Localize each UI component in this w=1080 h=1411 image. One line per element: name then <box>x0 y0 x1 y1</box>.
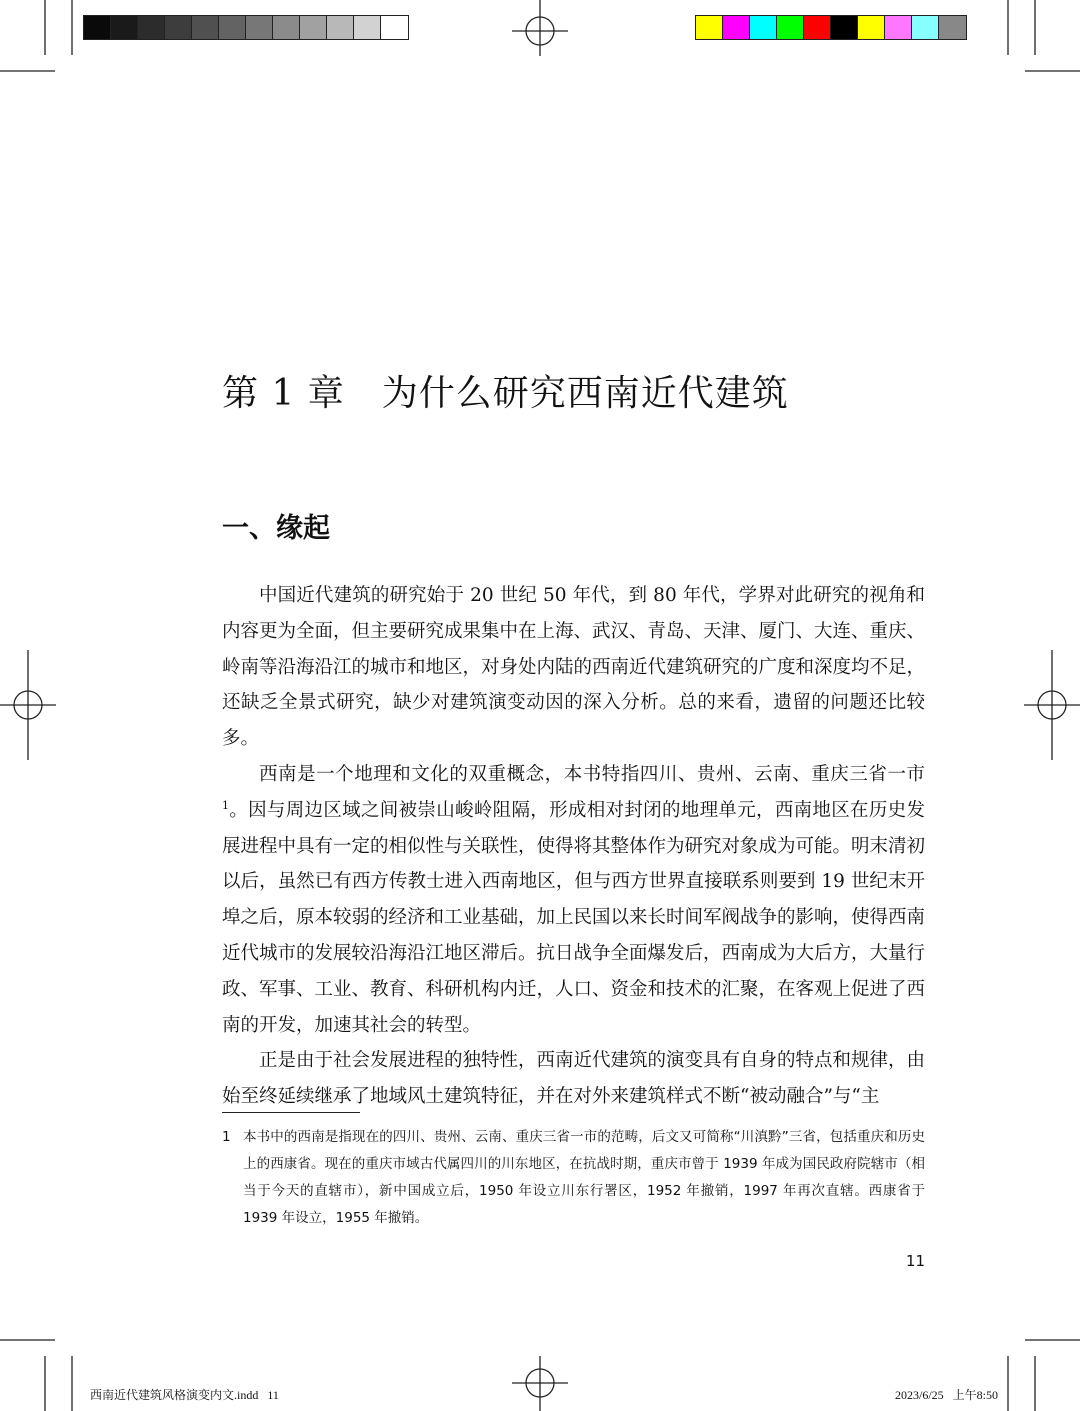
color-swatch <box>111 16 138 39</box>
color-swatch <box>939 16 966 39</box>
grayscale-color-bar <box>83 15 409 40</box>
color-swatch <box>912 16 939 39</box>
paragraph-2 <box>222 757 925 1043</box>
color-swatch <box>885 16 912 39</box>
slug-datetime: 2023/6/25 上午8:50 <box>894 1388 998 1402</box>
paragraph-2-start: 西南是一个地理和文化的双重概念，本书特指四川、贵州、云南、重庆三省一市 <box>259 763 925 785</box>
slug-filename: 西南近代建筑风格演变内文.indd 11 <box>90 1388 279 1402</box>
color-swatch <box>777 16 804 39</box>
paragraph-2-rest: 。因与周边区域之间被崇山峻岭阻隔，形成相对封闭的地理单元，西南地区在历史发展进程中具有一定的相似性与关联性，使得将其整体作为研究对象成为可能。明末清初以后，虽然已有西方传教士进入西南地区，但与西方世界直接联系则要到 19 世纪末开埠之后，原本较弱的经济和工业基础，加上民国以来长时间军阀战争的影响，使得西南近代城市的发展较沿海沿江地区滞后。抗日战争全面爆发后，西南成为大后方，大量行政、军事、工业、教育、科研机构内迁，人口、资金和技术的汇聚，在客观上促进了西南的开发，加速其社会的转型。 <box>222 799 926 1036</box>
body-text <box>222 578 925 1115</box>
registration-mark-top <box>512 0 568 56</box>
color-swatch <box>750 16 777 39</box>
color-swatch <box>831 16 858 39</box>
color-swatch <box>723 16 750 39</box>
color-swatch <box>858 16 885 39</box>
process-color-bar <box>695 15 967 40</box>
paragraph-3: 正是由于社会发展进程的独特性，西南近代建筑的演变具有自身的特点和规律，由始至终延续继承了地域风土建筑特征，并在对外来建筑样式不断“被动融合”与“主 <box>222 1050 926 1108</box>
section-heading: 一、缘起 <box>222 513 330 544</box>
color-swatch <box>219 16 246 39</box>
footnote-number: 1 <box>222 1129 231 1145</box>
paragraph-1: 中国近代建筑的研究始于 20 世纪 50 年代，到 80 年代，学界对此研究的视角和内容更为全面，但主要研究成果集中在上海、武汉、青岛、天津、厦门、大连、重庆、岭南等沿海沿江的城市和地区，对身处内陆的西南近代建筑研究的广度和深度均不足，还缺乏全景式研究，缺少对建筑演变动因的深入分析。总的来看，遗留的问题还比较多。 <box>222 585 926 750</box>
color-swatch <box>246 16 273 39</box>
footnote-reference[interactable]: 1 <box>222 798 229 812</box>
footnote-text: 本书中的西南是指现在的四川、贵州、云南、重庆三省一市的范畴，后文又可简称“川滇黔”三省，包括重庆和历史上的西康省。现在的重庆市域古代属四川的川东地区，在抗战时期，重庆市曾于 1939 年成为国民政府院辖市（相当于今天的直辖市），新中国成立后，1950 年设立川东行署区，1952 年撤销，1997 年再次直辖。西康省于 1939 年设立，1955 年撤销。 <box>243 1129 925 1226</box>
footnote <box>222 1124 925 1232</box>
footnote-rule <box>222 1112 360 1113</box>
color-swatch <box>381 16 408 39</box>
registration-mark-bottom <box>512 1356 568 1411</box>
chapter-title: 第 1 章 为什么研究西南近代建筑 <box>222 373 789 414</box>
color-swatch <box>84 16 111 39</box>
color-swatch <box>354 16 381 39</box>
color-swatch <box>192 16 219 39</box>
color-swatch <box>327 16 354 39</box>
color-swatch <box>696 16 723 39</box>
registration-mark-right <box>1024 650 1080 760</box>
color-swatch <box>273 16 300 39</box>
color-swatch <box>165 16 192 39</box>
color-swatch <box>138 16 165 39</box>
page-number: 11 <box>905 1252 925 1270</box>
color-swatch <box>300 16 327 39</box>
registration-mark-left <box>0 650 56 760</box>
color-swatch <box>804 16 831 39</box>
